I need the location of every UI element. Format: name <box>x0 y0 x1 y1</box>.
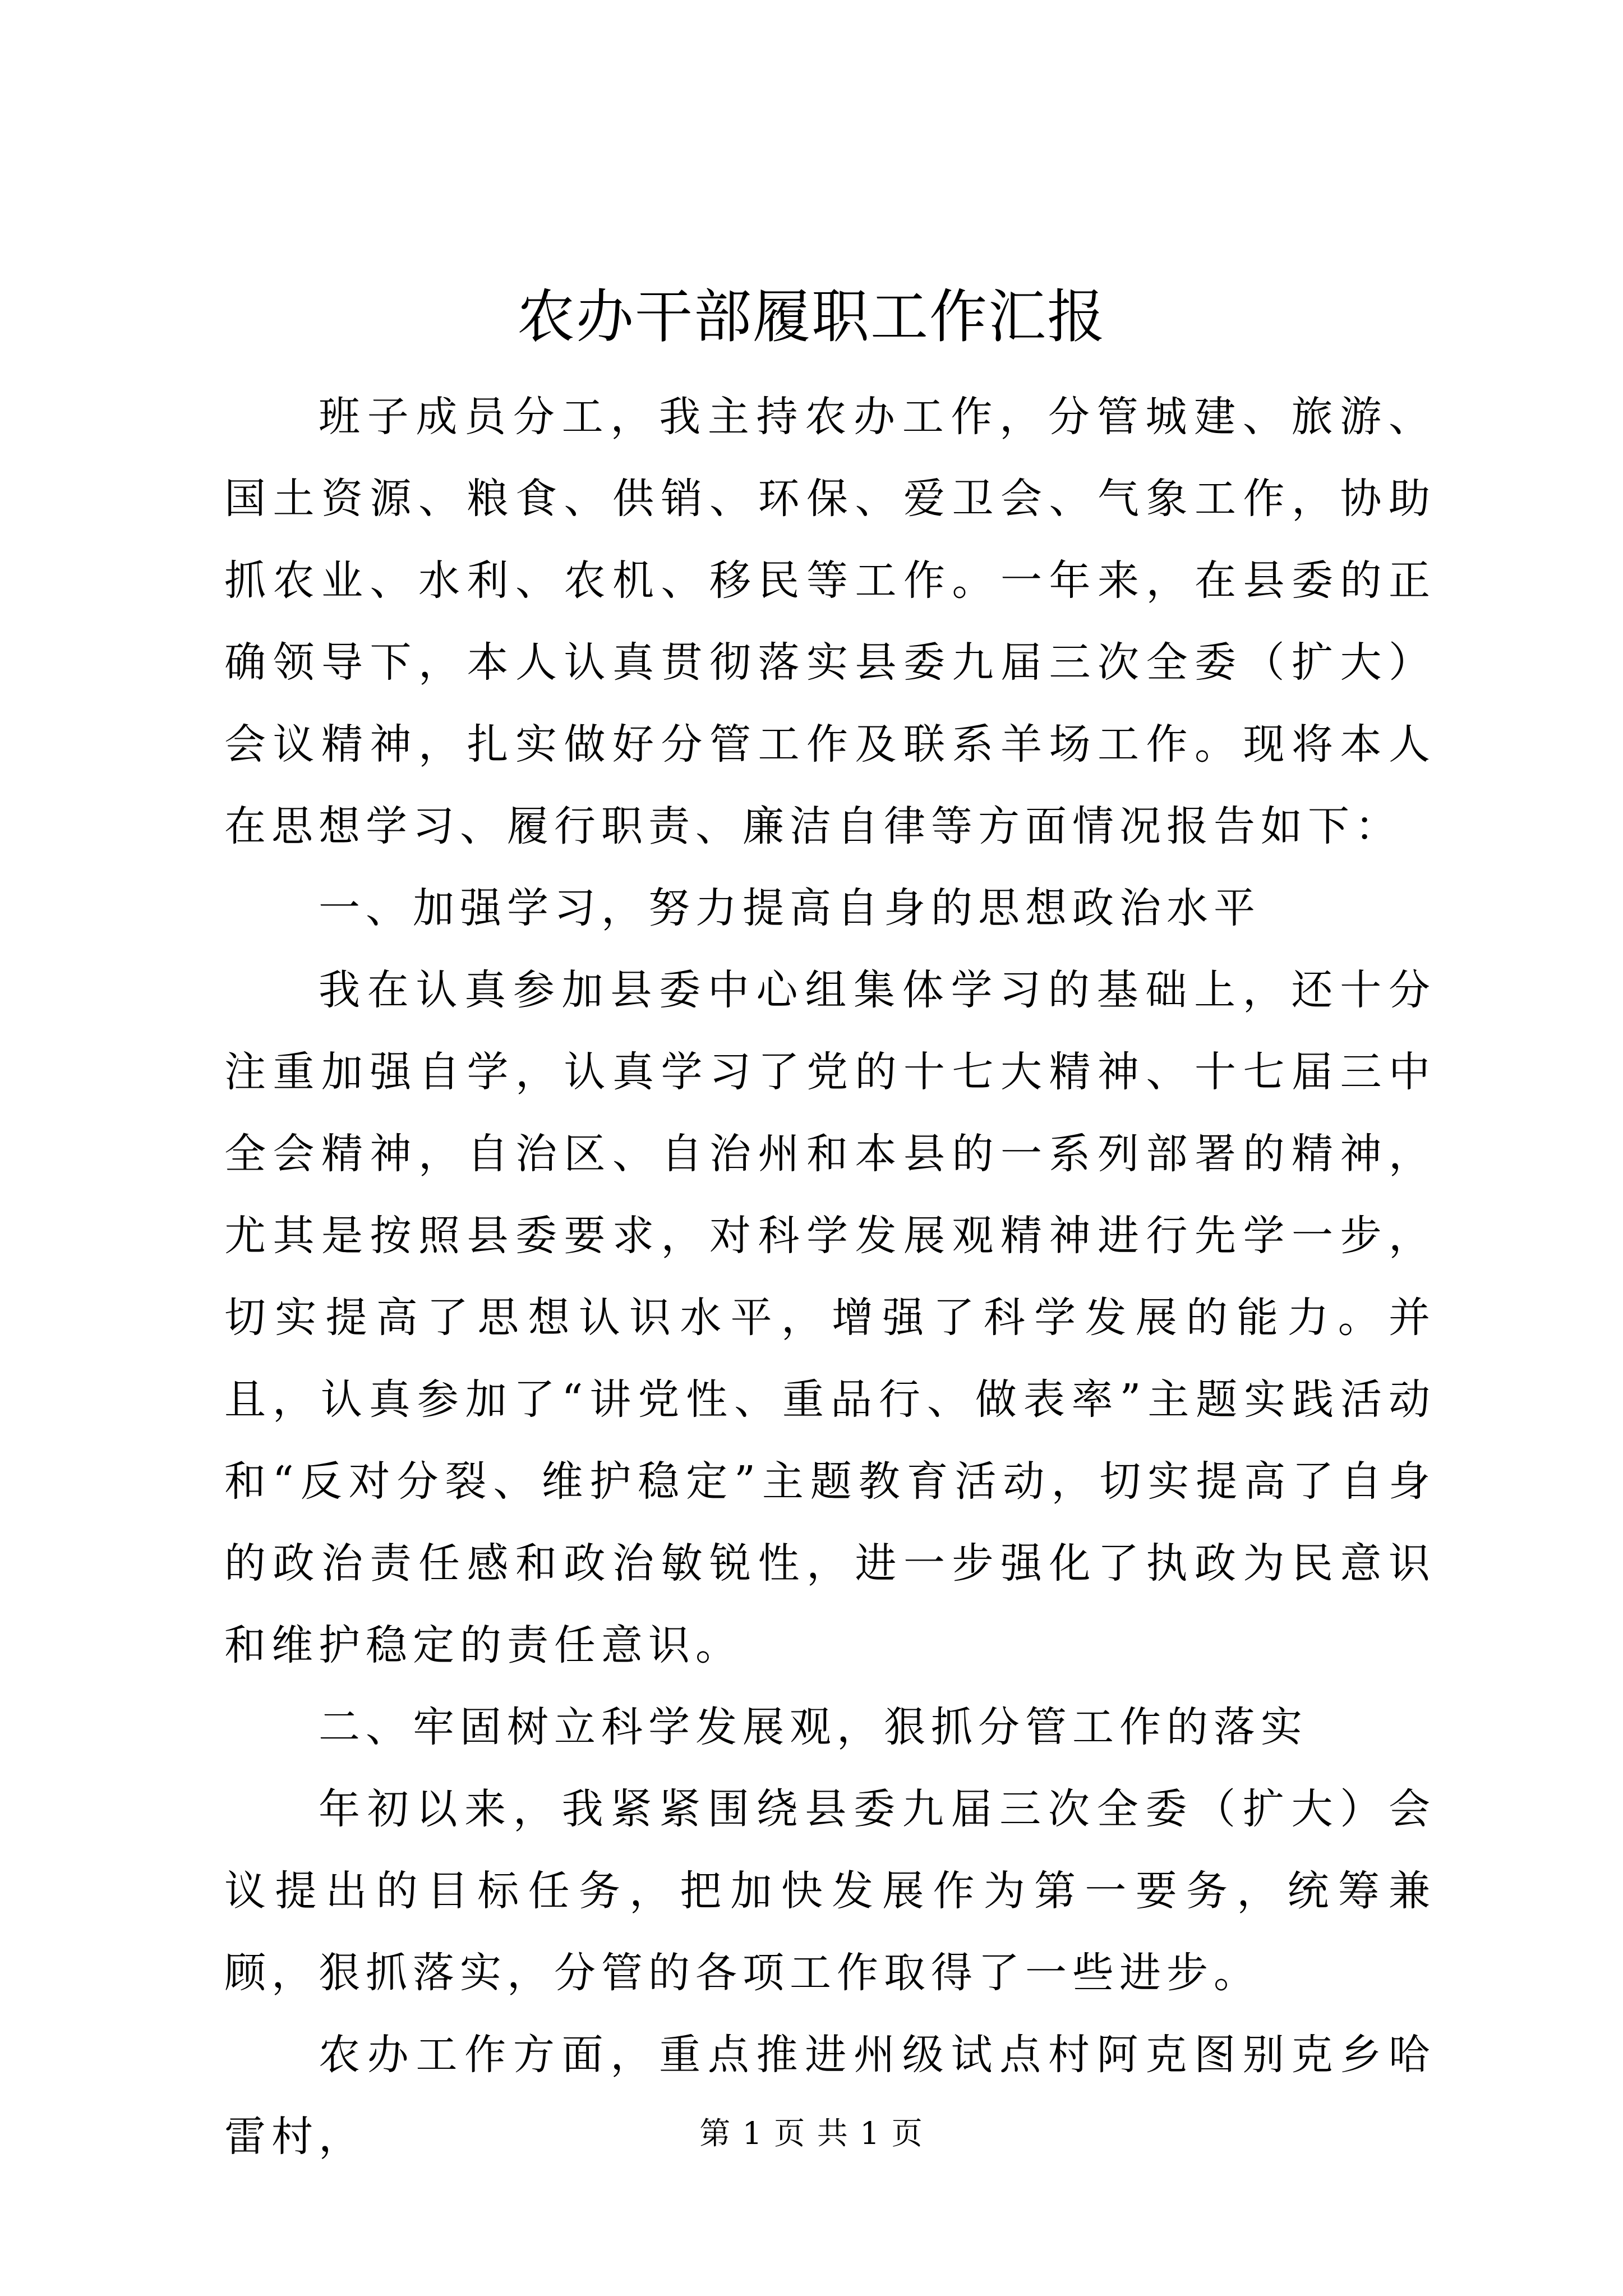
page-number-label: 第 1 页 共 1 页 <box>699 2115 924 2151</box>
document-body <box>224 376 1436 2178</box>
section-1-paragraph: 我在认真参加县委中心组集体学习的基础上，还十分注重加强自学，认真学习了党的十七大精神、十七届三中全会精神，自治区、自治州和本县的一系列部署的精神，尤其是按照县委要求，对科学发展观精神进行先学一步，切实提高了思想认识水平，增强了科学发展的能力。并且，认真参加了“讲党性、重品行、做表率”主题实践活动和“反对分裂、维护稳定”主题教育活动，切实提高了自身的政治责任感和政治敏锐性，进一步强化了执政为民意识和维护稳定的责任意识。 <box>224 966 1436 1669</box>
page-footer <box>0 2114 1623 2153</box>
agriculture-office-paragraph: 农办工作方面，重点推进州级试点村阿克图别克乡哈雷村， <box>224 2031 1436 2161</box>
section-heading-1: 一、加强学习，努力提高自身的思想政治水平 <box>319 884 1261 932</box>
section-heading-2: 二、牢固树立科学发展观，狠抓分管工作的落实 <box>319 1703 1308 1751</box>
document-title: 农办干部履职工作汇报 <box>517 283 1106 351</box>
section-2-paragraph: 年初以来，我紧紧围绕县委九届三次全委（扩大）会议提出的目标任务，把加快发展作为第一要务，统筹兼顾，狠抓落实，分管的各项工作取得了一些进步。 <box>224 1785 1436 1997</box>
intro-paragraph: 班子成员分工，我主持农办工作，分管城建、旅游、国土资源、粮食、供销、环保、爱卫会、气象工作，协助抓农业、水利、农机、移民等工作。一年来，在县委的正确领导下，本人认真贯彻落实县委九届三次全委（扩大）会议精神，扎实做好分管工作及联系羊场工作。现将本人在思想学习、履行职责、廉洁自律等方面情况报告如下： <box>224 393 1436 850</box>
